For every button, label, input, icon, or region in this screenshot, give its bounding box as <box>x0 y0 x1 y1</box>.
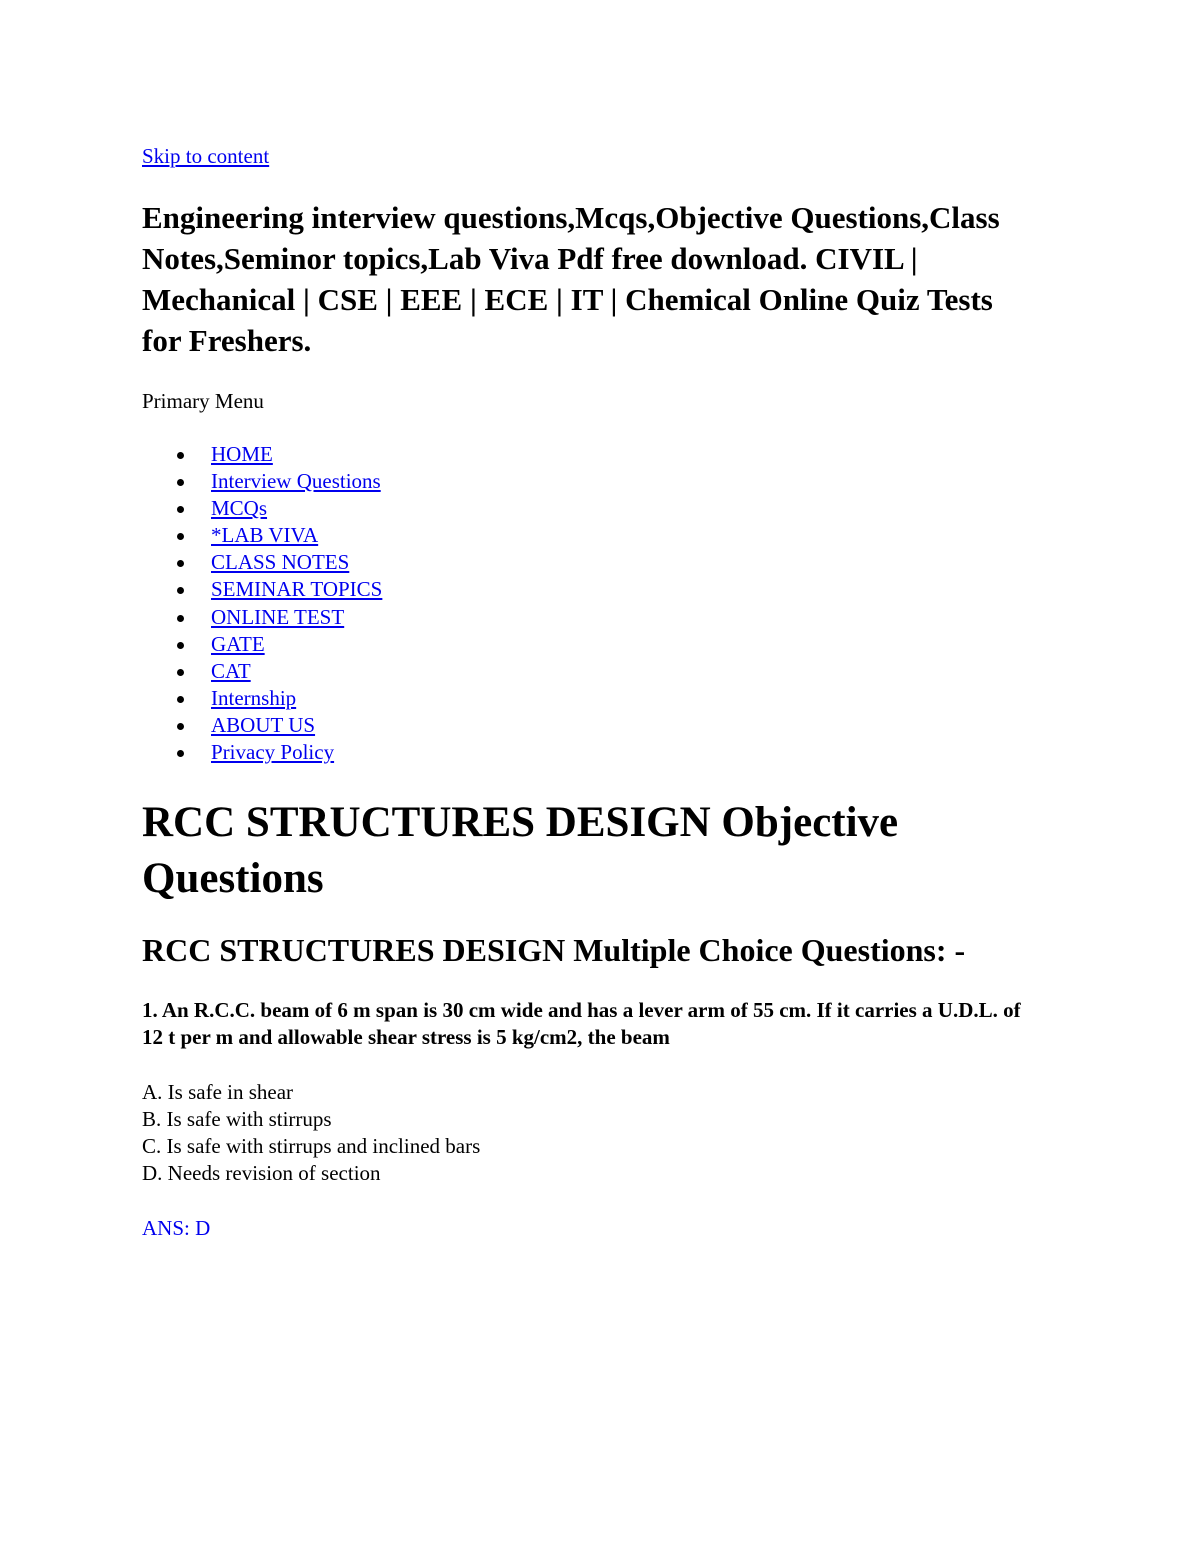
bullet-icon <box>177 723 184 730</box>
option-b: B. Is safe with stirrups <box>142 1107 332 1131</box>
bullet-icon <box>177 696 184 703</box>
menu-link-online-test[interactable]: ONLINE TEST <box>211 604 345 629</box>
site-title: Engineering interview questions,Mcqs,Objective Questions,Class Notes,Seminor topics,Lab Viva Pdf free download. CIVIL | Mechanical | CSE | EEE | ECE | IT | Chemical Online Quiz Tests for Freshers. <box>142 200 1000 358</box>
bullet-icon <box>177 479 184 486</box>
bullet-icon <box>177 560 184 567</box>
bullet-icon <box>177 669 184 676</box>
option-d: D. Needs revision of section <box>142 1161 381 1185</box>
bullet-icon <box>177 750 184 757</box>
menu-item-internship <box>142 685 382 712</box>
bullet-icon <box>177 642 184 649</box>
bullet-icon <box>177 506 184 513</box>
menu-link-home[interactable]: HOME <box>211 442 273 466</box>
option-a: A. Is safe in shear <box>142 1080 294 1104</box>
menu-link-class-notes[interactable]: CLASS NOTES <box>211 550 350 575</box>
menu-link-internship[interactable]: Internship <box>211 685 297 710</box>
menu-item-cat <box>142 658 382 685</box>
menu-item-class-notes <box>142 549 382 576</box>
answer-options <box>142 1079 480 1187</box>
menu-item-interview-questions <box>142 468 382 495</box>
bullet-icon <box>177 533 184 540</box>
post-subtitle: RCC STRUCTURES DESIGN Multiple Choice Questions: - <box>142 932 966 968</box>
menu-link-interview-questions[interactable]: Interview Questions <box>211 469 381 494</box>
menu-link-gate[interactable]: GATE <box>211 631 265 656</box>
menu-item-mcqs <box>142 495 382 522</box>
bullet-icon <box>177 587 184 594</box>
menu-item-lab-viva <box>142 522 382 549</box>
primary-menu-label: Primary Menu <box>142 389 264 413</box>
menu-item-gate <box>142 631 382 658</box>
menu-item-online-test <box>142 604 382 631</box>
bullet-icon <box>177 615 184 622</box>
menu-link-cat[interactable]: CAT <box>211 658 251 683</box>
menu-link-lab-viva[interactable]: *LAB VIVA <box>211 523 319 548</box>
menu-link-mcqs[interactable]: MCQs <box>211 496 268 521</box>
question-text: 1. An R.C.C. beam of 6 m span is 30 cm wide and has a lever arm of 55 cm. If it carries a U.D.L. of 12 t per m and allowable shear stress is 5 kg/cm2, the beam <box>142 998 1021 1049</box>
bullet-icon <box>177 452 184 459</box>
menu-item-about-us <box>142 712 382 739</box>
option-c: C. Is safe with stirrups and inclined bars <box>142 1134 481 1158</box>
post-title: RCC STRUCTURES DESIGN Objective Questions <box>142 799 899 902</box>
menu-link-seminar-topics[interactable]: SEMINAR TOPICS <box>211 577 383 602</box>
menu-link-about-us[interactable]: ABOUT US <box>211 712 316 737</box>
menu-item-privacy-policy <box>142 739 382 766</box>
menu-item-seminar-topics <box>142 576 382 603</box>
menu-item-home <box>142 441 382 468</box>
answer-text: ANS: D <box>142 1216 211 1240</box>
primary-menu <box>142 441 382 766</box>
skip-to-content-link[interactable]: Skip to content <box>142 144 270 168</box>
menu-link-privacy-policy[interactable]: Privacy Policy <box>211 740 335 765</box>
